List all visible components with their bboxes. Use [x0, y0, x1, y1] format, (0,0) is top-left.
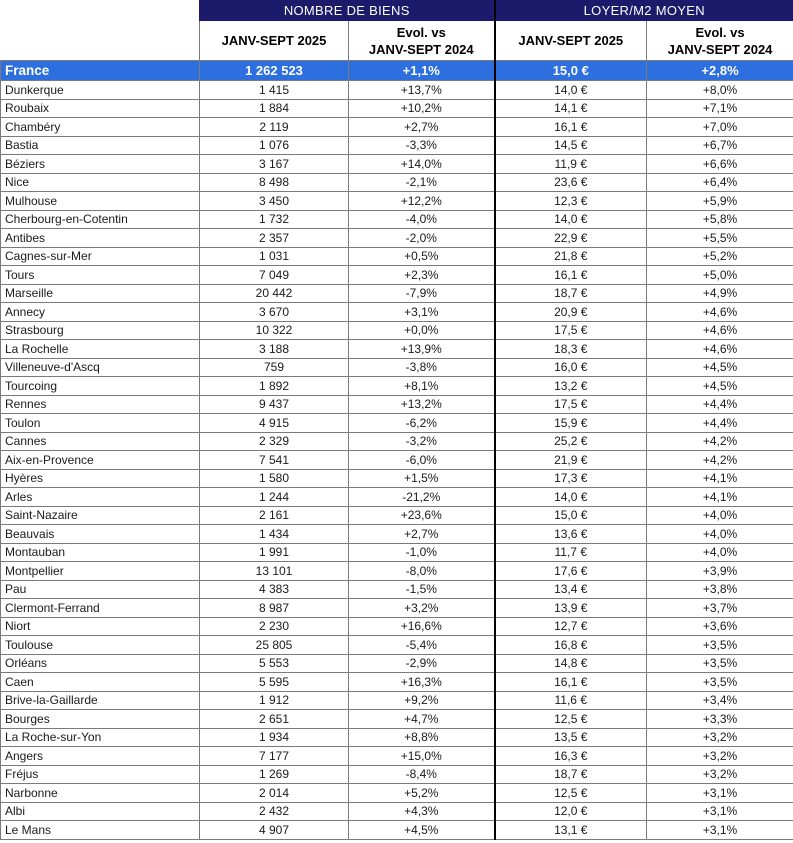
biens-cell: 1 892 [200, 377, 349, 396]
biens-evol-cell: +2,7% [349, 118, 495, 137]
biens-evol-cell: +12,2% [349, 192, 495, 211]
loyer-cell: 12,3 € [495, 192, 647, 211]
city-cell: Cagnes-sur-Mer [1, 247, 200, 266]
loyer-cell: 18,7 € [495, 765, 647, 784]
loyer-cell: 12,5 € [495, 710, 647, 729]
loyer-evol-cell: +4,0% [647, 543, 793, 562]
loyer-evol-cell: +3,2% [647, 728, 793, 747]
biens-cell: 1 031 [200, 247, 349, 266]
loyer-cell: 14,8 € [495, 654, 647, 673]
biens-cell: 1 269 [200, 765, 349, 784]
loyer-cell: 12,7 € [495, 617, 647, 636]
city-cell: Cherbourg-en-Cotentin [1, 210, 200, 229]
loyer-evol-cell: +3,2% [647, 747, 793, 766]
table-row [1, 765, 793, 784]
loyer-evol-cell: +3,1% [647, 784, 793, 803]
table-row [1, 340, 793, 359]
biens-cell: 20 442 [200, 284, 349, 303]
table-row [1, 173, 793, 192]
table-row [1, 414, 793, 433]
loyer-evol-cell: +5,5% [647, 229, 793, 248]
group-header-biens: NOMBRE DE BIENS [200, 1, 495, 21]
sub-header-row [1, 21, 793, 61]
loyer-cell: 18,7 € [495, 284, 647, 303]
biens-cell: 7 177 [200, 747, 349, 766]
biens-cell: 1 934 [200, 728, 349, 747]
biens-cell: 1 434 [200, 525, 349, 544]
biens-evol-cell: -2,9% [349, 654, 495, 673]
biens-cell: 7 049 [200, 266, 349, 285]
corner-cell-lower [1, 21, 200, 61]
table-row [1, 192, 793, 211]
city-cell: Mulhouse [1, 192, 200, 211]
loyer-evol-cell: +7,1% [647, 99, 793, 118]
city-cell: Fréjus [1, 765, 200, 784]
biens-evol-cell: -3,8% [349, 358, 495, 377]
col-header-loyer-evol-line2: JANV-SEPT 2024 [667, 41, 773, 57]
biens-cell: 2 329 [200, 432, 349, 451]
biens-cell: 4 383 [200, 580, 349, 599]
table-row [1, 303, 793, 322]
biens-cell: 5 595 [200, 673, 349, 692]
biens-cell: 10 322 [200, 321, 349, 340]
biens-cell: 1 244 [200, 488, 349, 507]
loyer-evol-cell: +6,4% [647, 173, 793, 192]
biens-evol-cell: +23,6% [349, 506, 495, 525]
city-cell: La Rochelle [1, 340, 200, 359]
france-loyer-cell: 15,0 € [495, 61, 647, 81]
corner-cell [1, 1, 200, 21]
loyer-evol-cell: +5,8% [647, 210, 793, 229]
city-cell: Annecy [1, 303, 200, 322]
table-row [1, 673, 793, 692]
city-cell: Marseille [1, 284, 200, 303]
table-body [1, 61, 793, 840]
city-cell: Beauvais [1, 525, 200, 544]
table-row [1, 229, 793, 248]
city-cell: Strasbourg [1, 321, 200, 340]
city-cell: Montauban [1, 543, 200, 562]
biens-evol-cell: +4,7% [349, 710, 495, 729]
biens-evol-cell: +8,1% [349, 377, 495, 396]
table-row [1, 784, 793, 803]
biens-cell: 4 915 [200, 414, 349, 433]
table-row [1, 118, 793, 137]
city-cell: Niort [1, 617, 200, 636]
loyer-evol-cell: +4,4% [647, 395, 793, 414]
table-row [1, 469, 793, 488]
biens-cell: 1 884 [200, 99, 349, 118]
loyer-cell: 23,6 € [495, 173, 647, 192]
biens-cell: 1 580 [200, 469, 349, 488]
city-cell: Angers [1, 747, 200, 766]
city-cell: Antibes [1, 229, 200, 248]
loyer-cell: 18,3 € [495, 340, 647, 359]
table-row [1, 136, 793, 155]
biens-evol-cell: -6,0% [349, 451, 495, 470]
biens-evol-cell: -3,2% [349, 432, 495, 451]
biens-cell: 2 651 [200, 710, 349, 729]
loyer-evol-cell: +4,2% [647, 451, 793, 470]
biens-evol-cell: -2,1% [349, 173, 495, 192]
biens-evol-cell: -2,0% [349, 229, 495, 248]
table-row [1, 562, 793, 581]
france-city-cell: France [1, 61, 200, 81]
city-cell: Bastia [1, 136, 200, 155]
biens-cell: 2 357 [200, 229, 349, 248]
biens-evol-cell: -3,3% [349, 136, 495, 155]
biens-cell: 3 188 [200, 340, 349, 359]
city-cell: Bourges [1, 710, 200, 729]
biens-cell: 1 732 [200, 210, 349, 229]
loyer-evol-cell: +4,2% [647, 432, 793, 451]
biens-cell: 7 541 [200, 451, 349, 470]
biens-evol-cell: +2,7% [349, 525, 495, 544]
loyer-evol-cell: +3,1% [647, 821, 793, 840]
france-total-row [1, 61, 793, 81]
loyer-cell: 15,9 € [495, 414, 647, 433]
biens-cell: 1 415 [200, 81, 349, 100]
table-row [1, 617, 793, 636]
city-cell: Toulon [1, 414, 200, 433]
biens-cell: 9 437 [200, 395, 349, 414]
table-row [1, 747, 793, 766]
biens-evol-cell: +10,2% [349, 99, 495, 118]
biens-cell: 3 670 [200, 303, 349, 322]
col-header-biens-period: JANV-SEPT 2025 [200, 21, 349, 61]
table-row [1, 710, 793, 729]
table-row [1, 432, 793, 451]
biens-cell: 25 805 [200, 636, 349, 655]
table-row [1, 506, 793, 525]
city-cell: Tourcoing [1, 377, 200, 396]
city-cell: Narbonne [1, 784, 200, 803]
city-cell: Albi [1, 802, 200, 821]
loyer-cell: 20,9 € [495, 303, 647, 322]
biens-evol-cell: +1,5% [349, 469, 495, 488]
loyer-evol-cell: +4,6% [647, 303, 793, 322]
biens-evol-cell: +15,0% [349, 747, 495, 766]
col-header-biens-evol-line1: Evol. vs [396, 24, 446, 40]
table-row [1, 81, 793, 100]
biens-cell: 2 119 [200, 118, 349, 137]
table-row [1, 321, 793, 340]
loyer-evol-cell: +4,4% [647, 414, 793, 433]
table-row [1, 580, 793, 599]
biens-evol-cell: +4,3% [349, 802, 495, 821]
biens-evol-cell: +16,6% [349, 617, 495, 636]
loyer-evol-cell: +5,0% [647, 266, 793, 285]
biens-evol-cell: -8,0% [349, 562, 495, 581]
table-row [1, 821, 793, 840]
table-row [1, 599, 793, 618]
loyer-evol-cell: +3,5% [647, 636, 793, 655]
loyer-cell: 17,3 € [495, 469, 647, 488]
france-biens-evol-cell: +1,1% [349, 61, 495, 81]
loyer-cell: 14,5 € [495, 136, 647, 155]
group-header-row [1, 1, 793, 21]
biens-evol-cell: -5,4% [349, 636, 495, 655]
loyer-cell: 14,0 € [495, 210, 647, 229]
biens-evol-cell: +3,1% [349, 303, 495, 322]
loyer-evol-cell: +4,9% [647, 284, 793, 303]
biens-evol-cell: +13,2% [349, 395, 495, 414]
loyer-evol-cell: +5,9% [647, 192, 793, 211]
loyer-cell: 21,8 € [495, 247, 647, 266]
biens-evol-cell: +3,2% [349, 599, 495, 618]
biens-evol-cell: +8,8% [349, 728, 495, 747]
loyer-evol-cell: +3,6% [647, 617, 793, 636]
city-cell: Aix-en-Provence [1, 451, 200, 470]
loyer-evol-cell: +4,1% [647, 469, 793, 488]
city-cell: Saint-Nazaire [1, 506, 200, 525]
loyer-cell: 13,5 € [495, 728, 647, 747]
loyer-cell: 14,0 € [495, 81, 647, 100]
table-row [1, 488, 793, 507]
loyer-evol-cell: +3,3% [647, 710, 793, 729]
biens-cell: 1 991 [200, 543, 349, 562]
biens-cell: 8 498 [200, 173, 349, 192]
biens-cell: 2 161 [200, 506, 349, 525]
france-loyer-evol-cell: +2,8% [647, 61, 793, 81]
loyer-cell: 12,5 € [495, 784, 647, 803]
loyer-cell: 14,0 € [495, 488, 647, 507]
city-cell: Caen [1, 673, 200, 692]
city-cell: Tours [1, 266, 200, 285]
loyer-cell: 13,9 € [495, 599, 647, 618]
loyer-evol-cell: +4,1% [647, 488, 793, 507]
loyer-evol-cell: +3,5% [647, 673, 793, 692]
col-header-biens-evol [349, 21, 495, 61]
col-header-loyer-period: JANV-SEPT 2025 [495, 21, 647, 61]
table-row [1, 636, 793, 655]
biens-cell: 3 450 [200, 192, 349, 211]
table-row [1, 358, 793, 377]
table-row [1, 210, 793, 229]
city-cell: Chambéry [1, 118, 200, 137]
biens-evol-cell: -8,4% [349, 765, 495, 784]
loyer-cell: 16,3 € [495, 747, 647, 766]
loyer-cell: 13,6 € [495, 525, 647, 544]
biens-evol-cell: -4,0% [349, 210, 495, 229]
city-cell: Toulouse [1, 636, 200, 655]
loyer-cell: 12,0 € [495, 802, 647, 821]
loyer-cell: 17,5 € [495, 321, 647, 340]
loyer-cell: 15,0 € [495, 506, 647, 525]
loyer-cell: 11,9 € [495, 155, 647, 174]
table-row [1, 284, 793, 303]
table-row [1, 525, 793, 544]
table-row [1, 155, 793, 174]
loyer-cell: 14,1 € [495, 99, 647, 118]
loyer-evol-cell: +4,5% [647, 358, 793, 377]
loyer-cell: 11,6 € [495, 691, 647, 710]
biens-evol-cell: +14,0% [349, 155, 495, 174]
city-cell: Le Mans [1, 821, 200, 840]
city-cell: Béziers [1, 155, 200, 174]
loyer-evol-cell: +6,6% [647, 155, 793, 174]
loyer-evol-cell: +8,0% [647, 81, 793, 100]
city-cell: Pau [1, 580, 200, 599]
biens-cell: 4 907 [200, 821, 349, 840]
city-cell: Hyères [1, 469, 200, 488]
table-row [1, 395, 793, 414]
loyer-evol-cell: +3,5% [647, 654, 793, 673]
city-cell: Arles [1, 488, 200, 507]
biens-evol-cell: +13,9% [349, 340, 495, 359]
biens-cell: 8 987 [200, 599, 349, 618]
loyer-evol-cell: +3,1% [647, 802, 793, 821]
city-cell: Dunkerque [1, 81, 200, 100]
city-cell: Montpellier [1, 562, 200, 581]
biens-evol-cell: +5,2% [349, 784, 495, 803]
loyer-cell: 16,1 € [495, 266, 647, 285]
biens-evol-cell: +4,5% [349, 821, 495, 840]
loyer-cell: 16,1 € [495, 118, 647, 137]
group-header-loyer: LOYER/M2 MOYEN [495, 1, 793, 21]
table-row [1, 377, 793, 396]
city-cell: Roubaix [1, 99, 200, 118]
loyer-evol-cell: +3,4% [647, 691, 793, 710]
loyer-evol-cell: +3,2% [647, 765, 793, 784]
loyer-cell: 13,1 € [495, 821, 647, 840]
table-row [1, 802, 793, 821]
loyer-evol-cell: +4,6% [647, 321, 793, 340]
col-header-loyer-evol [647, 21, 793, 61]
loyer-cell: 22,9 € [495, 229, 647, 248]
city-cell: Orléans [1, 654, 200, 673]
biens-cell: 1 076 [200, 136, 349, 155]
biens-cell: 5 553 [200, 654, 349, 673]
france-biens-cell: 1 262 523 [200, 61, 349, 81]
table-row [1, 266, 793, 285]
biens-evol-cell: +2,3% [349, 266, 495, 285]
biens-cell: 759 [200, 358, 349, 377]
loyer-cell: 16,1 € [495, 673, 647, 692]
table-row [1, 247, 793, 266]
biens-evol-cell: -1,0% [349, 543, 495, 562]
biens-cell: 2 230 [200, 617, 349, 636]
table-row [1, 691, 793, 710]
biens-evol-cell: -7,9% [349, 284, 495, 303]
city-cell: Clermont-Ferrand [1, 599, 200, 618]
biens-cell: 2 432 [200, 802, 349, 821]
city-cell: Cannes [1, 432, 200, 451]
loyer-cell: 17,5 € [495, 395, 647, 414]
biens-cell: 13 101 [200, 562, 349, 581]
table-row [1, 654, 793, 673]
loyer-cell: 17,6 € [495, 562, 647, 581]
loyer-evol-cell: +6,7% [647, 136, 793, 155]
col-header-biens-evol-line2: JANV-SEPT 2024 [368, 41, 474, 57]
loyer-cell: 21,9 € [495, 451, 647, 470]
loyer-evol-cell: +3,8% [647, 580, 793, 599]
loyer-evol-cell: +4,5% [647, 377, 793, 396]
loyer-cell: 13,4 € [495, 580, 647, 599]
biens-cell: 2 014 [200, 784, 349, 803]
biens-evol-cell: -6,2% [349, 414, 495, 433]
city-cell: Nice [1, 173, 200, 192]
city-cell: La Roche-sur-Yon [1, 728, 200, 747]
loyer-cell: 16,0 € [495, 358, 647, 377]
loyer-evol-cell: +4,0% [647, 525, 793, 544]
loyer-evol-cell: +5,2% [647, 247, 793, 266]
city-cell: Brive-la-Gaillarde [1, 691, 200, 710]
loyer-cell: 11,7 € [495, 543, 647, 562]
biens-cell: 1 912 [200, 691, 349, 710]
table-row [1, 543, 793, 562]
loyer-cell: 13,2 € [495, 377, 647, 396]
biens-evol-cell: +16,3% [349, 673, 495, 692]
biens-evol-cell: +0,0% [349, 321, 495, 340]
col-header-loyer-evol-line1: Evol. vs [695, 24, 745, 40]
loyer-evol-cell: +4,6% [647, 340, 793, 359]
biens-evol-cell: +9,2% [349, 691, 495, 710]
loyer-evol-cell: +3,7% [647, 599, 793, 618]
biens-evol-cell: +13,7% [349, 81, 495, 100]
loyer-cell: 25,2 € [495, 432, 647, 451]
table-row [1, 99, 793, 118]
city-cell: Rennes [1, 395, 200, 414]
biens-evol-cell: -1,5% [349, 580, 495, 599]
loyer-evol-cell: +4,0% [647, 506, 793, 525]
table-row [1, 728, 793, 747]
loyer-cell: 16,8 € [495, 636, 647, 655]
loyer-evol-cell: +3,9% [647, 562, 793, 581]
loyer-evol-cell: +7,0% [647, 118, 793, 137]
biens-cell: 3 167 [200, 155, 349, 174]
biens-evol-cell: -21,2% [349, 488, 495, 507]
city-cell: Villeneuve-d'Ascq [1, 358, 200, 377]
table-row [1, 451, 793, 470]
biens-evol-cell: +0,5% [349, 247, 495, 266]
